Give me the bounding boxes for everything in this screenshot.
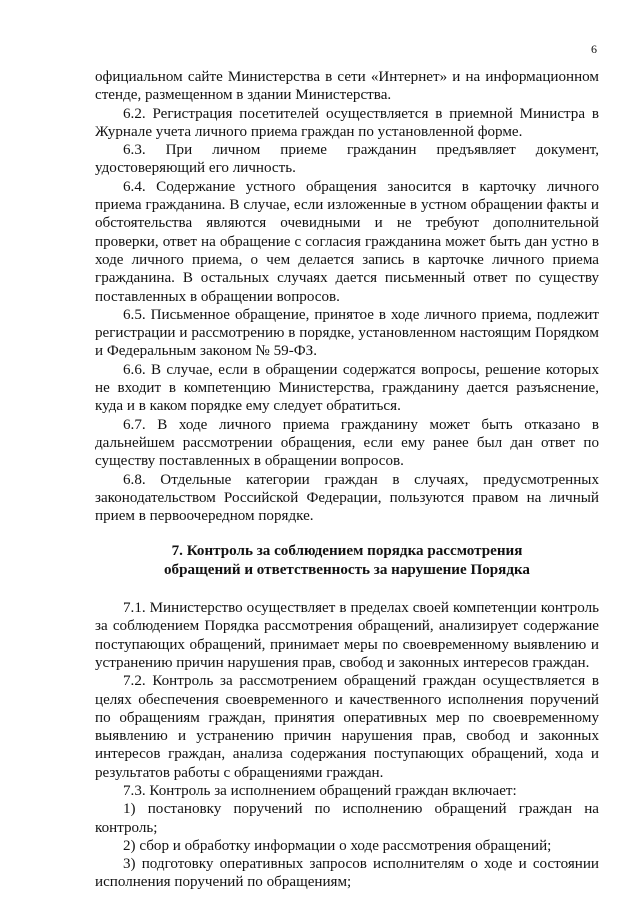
list-item-2: 2) сбор и обработку информации о ходе рассмотрения обращений; bbox=[123, 837, 552, 854]
paragraph-6-6: 6.6. В случае, если в обращении содержатся вопросы, решение которых не входит в компетенцию Министерства, гражданину дается разъяснение, куда и в каком порядке ему следует обратиться. bbox=[95, 361, 599, 415]
paragraph-7-2: 7.2. Контроль за рассмотрением обращений граждан осуществляется в целях обеспечения своевременного и качественного исполнения поручений по обращениям граждан, принятия оперативных мер по своевременному выявлению и устранению причин нарушения прав, свобод и законных интересов граждан, анализа содержания поступающих обращений, хода и результатов работы с обращениями граждан. bbox=[95, 673, 599, 781]
paragraph-6-1-continuation: официальном сайте Министерства в сети «Интернет» и на информационном стенде, размещенном в здании Министерства. bbox=[95, 69, 599, 104]
paragraph-6-3: 6.3. При личном приеме гражданин предъявляет документ, удостоверяющий его личность. bbox=[95, 142, 599, 177]
document-body bbox=[95, 68, 599, 892]
list-item-3: 3) подготовку оперативных запросов исполнителям о ходе и состоянии исполнения поручений по обращениям; bbox=[95, 856, 599, 891]
paragraph-7-1: 7.1. Министерство осуществляет в пределах своей компетенции контроль за соблюдением Порядка рассмотрения обращений, анализирует содержание поступающих обращений, принимает меры по своевременному выявлению и устранению причин нарушения прав, свобод и законных интересов граждан. bbox=[95, 600, 599, 671]
list-item-1: 1) постановку поручений по исполнению обращений граждан на контроль; bbox=[95, 801, 599, 836]
section-7-heading-line-1: 7. Контроль за соблюдением порядка рассмотрения bbox=[171, 543, 523, 560]
paragraph-6-8: 6.8. Отдельные категории граждан в случаях, предусмотренных законодательством Российской Федерации, пользуются правом на личный прием в первоочередном порядке. bbox=[95, 471, 599, 525]
section-7-heading bbox=[95, 542, 599, 579]
paragraph-6-2: 6.2. Регистрация посетителей осуществляется в приемной Министра в Журнале учета личного приема граждан по установленной форме. bbox=[95, 105, 599, 140]
paragraph-7-3: 7.3. Контроль за исполнением обращений граждан включает: bbox=[123, 782, 517, 799]
paragraph-6-5: 6.5. Письменное обращение, принятое в ходе личного приема, подлежит регистрации и рассмотрению в порядке, установленном настоящим Порядком и Федеральным законом № 59-ФЗ. bbox=[95, 306, 599, 360]
paragraph-6-4: 6.4. Содержание устного обращения заносится в карточку личного приема гражданина. В случае, если изложенные в устном обращении факты и обстоятельства являются очевидными и не требуют дополнительной проверки, ответ на обращение с согласия гражданина может быть дан устно в ходе личного приема, о чем делается запись в карточке личного приема гражданина. В остальных случаях дается письменный ответ по существу поставленных в обращении вопросов. bbox=[95, 178, 599, 305]
paragraph-6-7: 6.7. В ходе личного приема гражданину может быть отказано в дальнейшем рассмотрении обращения, если ему ранее был дан ответ по существу поставленных в обращении вопросов. bbox=[95, 416, 599, 470]
page-number: 6 bbox=[591, 42, 597, 56]
section-7-heading-line-2: обращений и ответственность за нарушение Порядка bbox=[164, 561, 530, 578]
